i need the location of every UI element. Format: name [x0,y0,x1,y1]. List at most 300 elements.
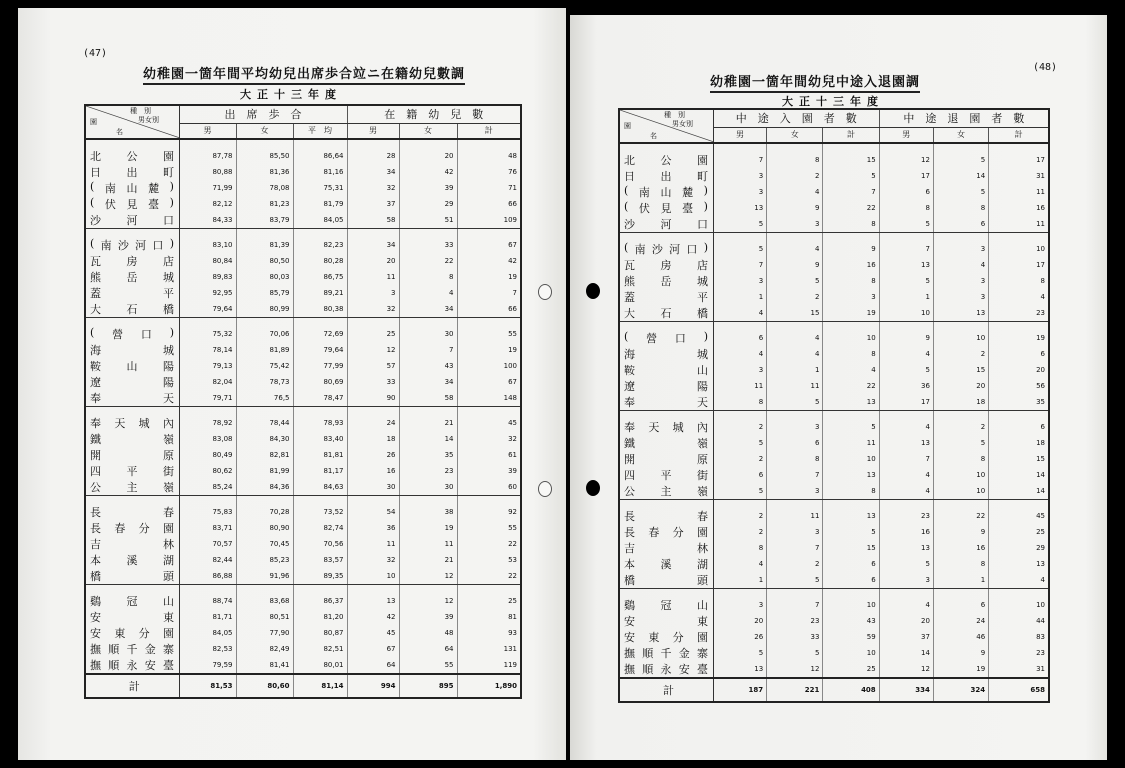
cell-value: 54 [347,504,399,520]
name-char: 城 [163,271,174,284]
cell-value: 82,51 [293,641,347,657]
name-char: 冠 [126,595,138,608]
cell-value: 81,71 [179,609,236,625]
cell-value: 9 [879,330,933,346]
cell-value: 13 [713,200,766,216]
name-char: 岳 [126,271,138,284]
row-name [619,346,713,362]
table-row [85,415,521,431]
cell-value: 79,64 [179,301,236,318]
name-char: 臺 [697,663,708,676]
kindergarten-name [90,374,174,390]
name-char: 南 [100,239,112,252]
cell-value: 19 [457,269,521,285]
name-char: 東 [114,627,126,640]
cell-value: 81 [457,609,521,625]
cell-value: 8 [823,273,879,289]
name-char: 山 [660,186,672,199]
cell-value: 15 [767,305,823,322]
cell-value: 5 [879,556,933,572]
name-char: 四 [624,469,635,482]
name-char: ( [624,184,629,197]
name-char: 安 [90,627,101,640]
cell-value: 17 [989,257,1049,273]
cell-value: 20 [933,378,988,394]
cell-value: 13 [347,593,399,609]
group-header: 在 籍 幼 兒 數 [347,105,521,123]
table-row [85,657,521,674]
cell-value: 45 [457,415,521,431]
row-name [85,657,179,674]
name-char: 平 [697,291,708,304]
cell-value: 51 [399,212,457,229]
cell-value: 34 [399,301,457,318]
cell-value: 71,99 [179,180,236,196]
table-row [85,164,521,180]
name-char: 山 [697,599,708,612]
name-char: 橋 [90,570,101,583]
cell-value: 23 [399,463,457,479]
cell-value: 2 [713,451,766,467]
cell-value: 11 [989,184,1049,200]
cell-value: 6 [879,184,933,200]
table-row [85,326,521,342]
cell-value: 11 [713,378,766,394]
cell-value: 44 [989,613,1049,629]
cell-value: 70,57 [179,536,236,552]
total-value: 80,60 [236,674,293,698]
cell-value: 3 [767,419,823,435]
table-row [619,435,1049,451]
name-char: 撫 [90,643,101,656]
cell-value: 57 [347,358,399,374]
cell-value: 81,20 [293,609,347,625]
cell-value: 9 [767,200,823,216]
cell-value: 77,99 [293,358,347,374]
cell-value: 73,52 [293,504,347,520]
cell-value: 18 [933,394,988,411]
cell-value: 82,53 [179,641,236,657]
cell-value: 45 [989,508,1049,524]
name-char: 出 [660,170,672,183]
name-char: 頭 [697,574,708,587]
name-char: 口 [163,214,174,227]
name-char: 臺 [163,659,174,672]
kindergarten-name [90,269,174,285]
name-char: 奉 [90,417,101,430]
cell-value: 24 [933,613,988,629]
column-header: 男 [713,127,766,143]
group-spacer [85,585,521,594]
cell-value: 84,33 [179,212,236,229]
row-name [619,394,713,411]
table-row [619,273,1049,289]
name-char: 熊 [624,275,635,288]
cell-value: 5 [879,216,933,233]
cell-value: 26 [347,447,399,463]
table-year: 大正十三年度 [782,95,884,108]
cell-value: 6 [767,435,823,451]
cell-value: 82,12 [179,196,236,212]
corner-label: 男女別 [138,116,159,124]
cell-value: 19 [823,305,879,322]
group-header: 中 途 退 園 者 數 [879,109,1049,127]
total-label [85,674,179,698]
name-char: 口 [152,239,164,252]
cell-value: 34 [347,164,399,180]
cell-value: 13 [879,540,933,556]
name-char: 見 [660,202,672,215]
cell-value: 22 [457,568,521,585]
group-spacer [85,496,521,505]
cell-value: 19 [399,520,457,536]
row-name [619,451,713,467]
cell-value: 10 [823,330,879,346]
cell-value: 16 [933,540,988,556]
row-name [85,415,179,431]
cell-value: 12 [399,568,457,585]
row-name [619,273,713,289]
cell-value: 32 [347,301,399,318]
name-char: 分 [138,627,150,640]
cell-value: 89,83 [179,269,236,285]
cell-value: 78,73 [236,374,293,390]
cell-value: 84,63 [293,479,347,496]
cell-value: 81,16 [293,164,347,180]
cell-value: 8 [879,200,933,216]
name-char: 北 [90,150,101,163]
cell-value: 55 [399,657,457,674]
cell-value: 5 [767,645,823,661]
row-name [619,435,713,451]
cell-value: 4 [713,346,766,362]
cell-value: 6 [989,346,1049,362]
name-char: ) [703,330,708,343]
cell-value: 2 [767,168,823,184]
cell-value: 80,38 [293,301,347,318]
name-char: ( [90,237,95,250]
row-name [85,237,179,253]
table-row [85,253,521,269]
name-char: 沙 [90,214,101,227]
kindergarten-name [90,390,174,406]
cell-value: 46 [933,629,988,645]
cell-value: 80,28 [293,253,347,269]
table-row [85,212,521,229]
cell-value: 11 [399,536,457,552]
name-char: ( [624,241,629,254]
cell-value: 39 [399,180,457,196]
name-char: 橋 [697,307,708,320]
cell-value: 79,13 [179,358,236,374]
table-row [619,451,1049,467]
cell-value: 48 [457,148,521,164]
cell-value: 3 [933,273,988,289]
kindergarten-name [90,415,174,431]
cell-value: 16 [347,463,399,479]
cell-value: 92 [457,504,521,520]
name-char: 天 [648,421,660,434]
cell-value: 7 [457,285,521,301]
kindergarten-name [624,216,708,232]
cell-value: 37 [347,196,399,212]
row-name [619,184,713,200]
cell-value: 22 [933,508,988,524]
statistics-table [618,108,1050,703]
name-char: 奉 [90,392,101,405]
cell-value: 25 [989,524,1049,540]
name-char: 山 [697,364,708,377]
name-char: 公 [90,481,101,494]
cell-value: 10 [823,597,879,613]
cell-value: 32 [457,431,521,447]
row-name [85,568,179,585]
name-char: 南 [104,182,116,195]
group-spacer [85,229,521,238]
row-name [85,326,179,342]
cell-value: 11 [767,508,823,524]
name-char: 店 [163,255,174,268]
total-label-text: 計 [128,680,140,693]
corner-label: 園 [90,118,97,126]
cell-value: 83,71 [179,520,236,536]
name-char: 河 [660,218,672,231]
cell-value: 9 [767,257,823,273]
kindergarten-name [624,613,708,629]
cell-value: 13 [989,556,1049,572]
cell-value: 11 [347,536,399,552]
row-name [85,269,179,285]
cell-value: 25 [457,593,521,609]
cell-value: 10 [823,451,879,467]
corner-header [619,109,713,143]
name-char: 臺 [682,202,694,215]
kindergarten-name [624,152,708,168]
row-name [619,613,713,629]
cell-value: 75,83 [179,504,236,520]
name-char: ( [90,180,95,193]
name-char: 永 [126,659,138,672]
kindergarten-name [624,168,708,184]
cell-value: 80,90 [236,520,293,536]
column-header: 男 [347,123,399,139]
cell-value: 5 [713,483,766,500]
name-char: 嶺 [163,481,174,494]
table-row [85,148,521,164]
cell-value: 66 [457,196,521,212]
cell-value: 7 [767,467,823,483]
row-name [619,661,713,678]
cell-value: 9 [823,241,879,257]
cell-value: 20 [989,362,1049,378]
name-char: ( [90,196,95,209]
name-char: 陽 [163,376,174,389]
table-year: 大正十三年度 [240,88,342,101]
cell-value: 24 [347,415,399,431]
name-char: 南 [638,186,650,199]
table-row [85,342,521,358]
name-char: 沙 [117,239,129,252]
name-char: 鐵 [90,433,101,446]
cell-value: 109 [457,212,521,229]
group-header: 出 席 歩 合 [179,105,347,123]
name-char: 順 [108,643,120,656]
cell-value: 64 [399,641,457,657]
total-label [619,678,713,702]
cell-value: 10 [933,467,988,483]
name-char: ( [624,200,629,213]
row-name [85,520,179,536]
cell-value: 3 [933,241,988,257]
cell-value: 32 [347,552,399,568]
name-char: 橋 [624,574,635,587]
kindergarten-name [624,524,708,540]
column-header: 男 [879,127,933,143]
name-char: 園 [696,526,708,539]
cell-value: 15 [989,451,1049,467]
cell-value: 10 [347,568,399,585]
kindergarten-name [624,394,708,410]
table-title: 幼稚園一箇年間幼兒中途入退園調 [710,71,920,93]
row-name [619,645,713,661]
cell-value: 13 [879,257,933,273]
name-char: 天 [163,392,174,405]
column-header: 男 [179,123,236,139]
kindergarten-name [624,241,708,257]
kindergarten-name [90,568,174,584]
cell-value: 4 [933,257,988,273]
cell-value: 59 [823,629,879,645]
row-name [85,609,179,625]
row-name [85,625,179,641]
cell-value: 11 [823,435,879,451]
cell-value: 86,75 [293,269,347,285]
cell-value: 4 [399,285,457,301]
cell-value: 76,5 [236,390,293,407]
cell-value: 72,69 [293,326,347,342]
cell-value: 19 [457,342,521,358]
name-char: 瓦 [624,259,635,272]
name-char: ) [703,184,708,197]
table-row [85,374,521,390]
name-char: 口 [140,328,152,341]
cell-value: 30 [347,479,399,496]
cell-value: 67 [457,374,521,390]
cell-value: 14 [989,483,1049,500]
cell-value: 83,57 [293,552,347,568]
name-char: 山 [126,360,138,373]
kindergarten-name [90,520,174,536]
total-value: 1,890 [457,674,521,698]
cell-value: 85,50 [236,148,293,164]
group-spacer [619,500,1049,509]
cell-value: 6 [713,467,766,483]
kindergarten-name [624,451,708,467]
name-char: 平 [126,465,138,478]
group-spacer [619,233,1049,242]
cell-value: 81,89 [236,342,293,358]
cell-value: 71 [457,180,521,196]
name-char: 千 [660,647,672,660]
name-char: 安 [624,615,635,628]
name-char: 北 [624,154,635,167]
name-char: 安 [90,611,101,624]
name-char: 房 [660,259,672,272]
name-char: 林 [697,542,708,555]
cell-value: 15 [823,540,879,556]
cell-value: 18 [347,431,399,447]
name-char: 街 [163,465,174,478]
total-value: 81,53 [179,674,236,698]
row-name [85,536,179,552]
name-char: 安 [678,663,690,676]
row-name [619,419,713,435]
name-char: 嶺 [697,485,708,498]
cell-value: 82,44 [179,552,236,568]
cell-value: 6 [823,572,879,589]
cell-value: 2 [767,289,823,305]
row-name [85,447,179,463]
total-row [85,674,521,698]
cell-value: 8 [713,540,766,556]
group-spacer [85,139,521,148]
cell-value: 4 [879,467,933,483]
cell-value: 38 [399,504,457,520]
cell-value: 82,49 [236,641,293,657]
kindergarten-name [90,180,174,196]
cell-value: 10 [933,483,988,500]
cell-value: 8 [933,200,988,216]
row-name [85,593,179,609]
row-name [619,524,713,540]
table-row [619,467,1049,483]
name-char: 內 [696,421,708,434]
cell-value: 8 [823,346,879,362]
row-name [619,216,713,233]
cell-value: 5 [823,524,879,540]
cell-value: 9 [933,524,988,540]
cell-value: 8 [399,269,457,285]
cell-value: 3 [767,483,823,500]
total-value: 81,14 [293,674,347,698]
table-row [619,613,1049,629]
table-row [85,463,521,479]
cell-value: 58 [347,212,399,229]
kindergarten-name [90,148,174,164]
cell-value: 131 [457,641,521,657]
cell-value: 8 [933,451,988,467]
table-row [85,552,521,568]
cell-value: 8 [767,451,823,467]
cell-value: 4 [879,419,933,435]
cell-value: 55 [457,326,521,342]
table-row [619,362,1049,378]
cell-value: 8 [767,152,823,168]
cell-value: 13 [823,394,879,411]
cell-value: 4 [713,556,766,572]
cell-value: 13 [823,508,879,524]
name-char: 石 [660,307,672,320]
name-char: 大 [624,307,635,320]
name-char: 遼 [624,380,635,393]
cell-value: 8 [933,556,988,572]
group-spacer [85,407,521,416]
cell-value: 2 [713,419,766,435]
name-char: 寨 [697,647,708,660]
table-row [619,257,1049,273]
cell-value: 75,42 [236,358,293,374]
name-char: 岳 [660,275,672,288]
